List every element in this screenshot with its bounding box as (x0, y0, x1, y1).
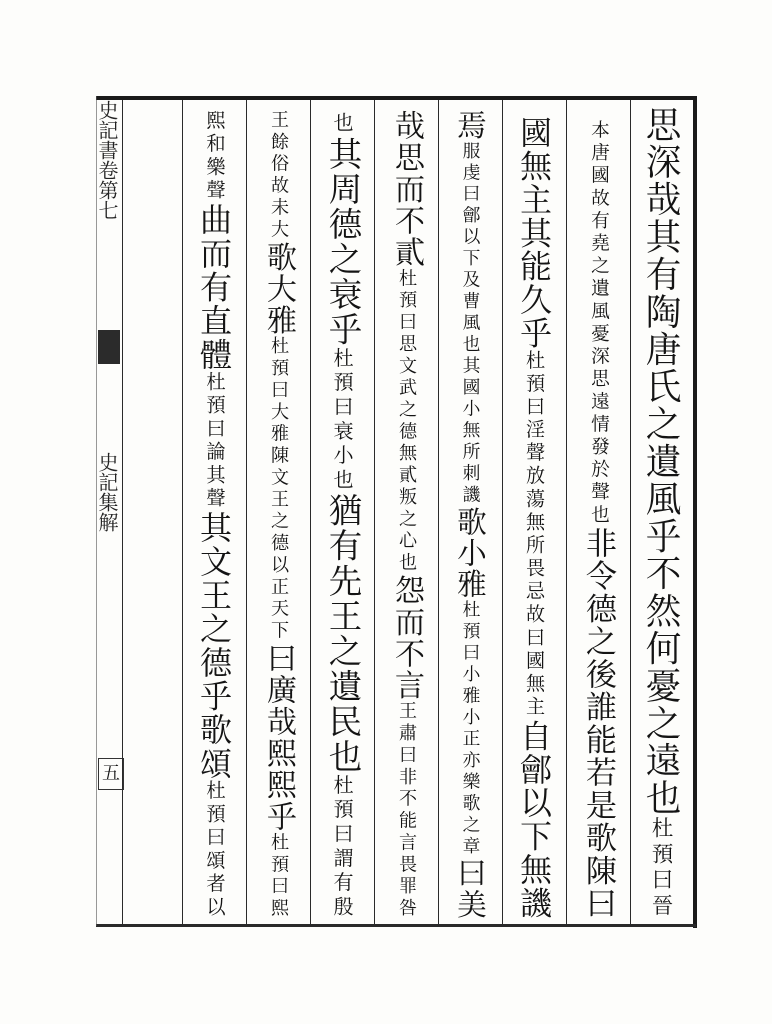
column-divider (122, 100, 123, 924)
main-text: 非令德之後誰能若是歌陳曰 (580, 526, 616, 920)
main-text: 哉思而不貳 (389, 110, 424, 269)
frame-top-border (96, 96, 696, 100)
column-divider (182, 100, 183, 924)
commentary-text: 服虔曰鄶以下及曹風也其國小無所刺譏 (460, 141, 481, 507)
main-text: 歌大雅 (261, 241, 296, 337)
fold-fragment: 史記書卷第七 (95, 100, 119, 220)
commentary-text: 也 (330, 112, 354, 137)
commentary-text: 杜預曰小雅小正亦樂歌之章 (460, 599, 481, 858)
commentary-text: 王肅曰非不能言畏罪咎 (396, 701, 417, 920)
main-text: 猶有先王之遺民也 (323, 492, 362, 775)
text-column-5 (384, 110, 428, 920)
column-divider (246, 100, 247, 924)
text-column-1 (638, 106, 682, 920)
main-text: 其周德之衰乎 (323, 136, 362, 348)
commentary-text: 杜預曰思文武之德無貳叛之心也 (396, 268, 417, 575)
main-text: 曰廣哉熙熙乎 (261, 642, 296, 833)
commentary-text: 杜預曰謂有殷 (330, 774, 354, 920)
text-column-7 (256, 110, 300, 920)
column-divider (566, 100, 567, 924)
main-text: 焉 (453, 110, 488, 142)
main-text: 怨而不言 (389, 574, 424, 702)
column-divider (374, 100, 375, 924)
main-text: 國無主其能久乎 (515, 116, 553, 351)
fold-fishtail-mark (98, 330, 120, 364)
text-column-3 (512, 116, 556, 920)
column-divider (630, 100, 631, 924)
page-number: 五 (98, 758, 124, 790)
frame-bottom-border (96, 924, 696, 927)
commentary-text: 杜預曰論其聲 (203, 371, 226, 511)
commentary-text: 熙和樂聲 (203, 110, 226, 203)
main-text: 思深哉其有陶唐氏之遺風乎不然何憂之遠也 (640, 106, 681, 817)
column-divider (438, 100, 439, 924)
main-text: 其文王之德乎歌頌 (195, 510, 233, 781)
text-column-4 (448, 110, 492, 920)
text-column-8 (192, 110, 236, 920)
main-text: 歌小雅 (453, 506, 488, 600)
commentary-text: 王餘俗故未大 (268, 110, 289, 242)
commentary-text: 杜預曰晉 (648, 816, 673, 920)
commentary-text: 本唐國故有堯之遺風憂深思遠情發於聲也 (588, 120, 609, 527)
commentary-text: 杜預曰衰小也 (330, 347, 354, 493)
commentary-text: 杜預曰淫聲放蕩無所畏忌故曰國無主 (523, 350, 546, 720)
main-text: 曰美 (453, 857, 488, 920)
text-column-2 (576, 120, 620, 920)
commentary-text: 杜預曰熙 (268, 832, 289, 920)
main-text: 自鄶以下無譏 (515, 719, 553, 920)
column-divider (502, 100, 503, 924)
column-divider (310, 100, 311, 924)
commentary-text: 杜預曰頌者以 (203, 780, 226, 920)
main-text: 曲而有直體 (195, 203, 233, 372)
commentary-text: 杜預曰大雅陳文王之德以正天下 (268, 336, 289, 643)
frame-right-border (693, 96, 697, 928)
running-head: 史記集解 (95, 452, 119, 532)
text-column-6 (320, 112, 364, 920)
